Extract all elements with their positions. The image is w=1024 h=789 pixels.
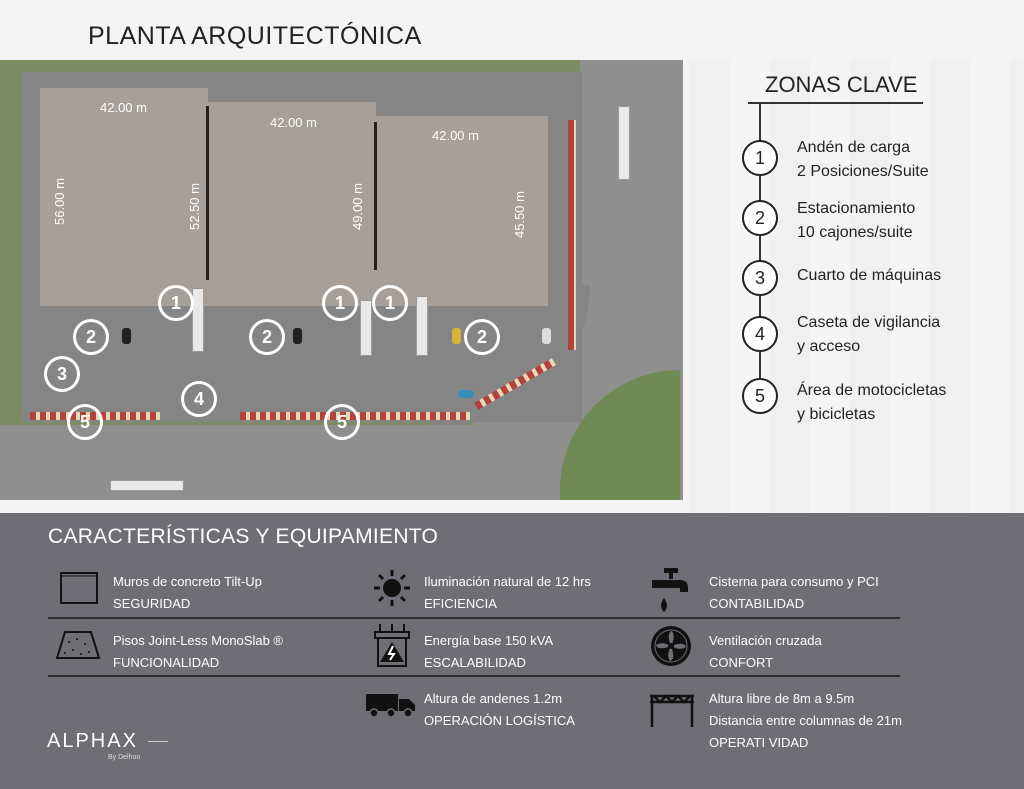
divider xyxy=(48,675,900,677)
divider-wall-2 xyxy=(374,122,377,270)
truck-icon xyxy=(365,692,417,718)
feature-text: Ventilación cruzada xyxy=(709,633,822,648)
car xyxy=(542,328,551,344)
page-title: PLANTA ARQUITECTÓNICA xyxy=(88,22,422,50)
zone-label-4 xyxy=(797,311,940,359)
dimension-height-4: 45.50 m xyxy=(512,191,527,238)
zone-label-line: y bicicletas xyxy=(797,406,876,423)
feature-ventilation xyxy=(709,630,822,674)
truck xyxy=(416,296,428,356)
feature-text: Pisos Joint-Less MonoSlab ® xyxy=(113,633,283,648)
truck xyxy=(360,300,372,356)
zone-marker-2: 2 xyxy=(464,319,500,355)
car xyxy=(458,390,474,398)
features-title: CARACTERÍSTICAS Y EQUIPAMIENTO xyxy=(48,525,439,548)
zone-marker-2: 2 xyxy=(73,319,109,355)
feature-text: Iluminación natural de 12 hrs xyxy=(424,574,591,589)
feature-category: EFICIENCIA xyxy=(424,596,497,611)
zone-number-4: 4 xyxy=(742,316,778,352)
feature-floors xyxy=(113,630,283,674)
dimension-width-1: 42.00 m xyxy=(100,100,147,115)
car xyxy=(122,328,131,344)
zone-marker-1: 1 xyxy=(158,285,194,321)
feature-category: CONTABILIDAD xyxy=(709,596,805,611)
car xyxy=(293,328,302,344)
feature-category: OPERACIÓN LOGÍSTICA xyxy=(424,713,575,728)
zone-label-line: 2 Posiciones/Suite xyxy=(797,163,929,180)
feature-cistern xyxy=(709,571,879,615)
feature-category: OPERATI VIDAD xyxy=(709,735,809,750)
feature-energy xyxy=(424,630,553,674)
feature-category: CONFORT xyxy=(709,655,774,670)
feature-lighting xyxy=(424,571,591,615)
zone-label-5 xyxy=(797,379,946,427)
dimension-height-3: 49.00 m xyxy=(350,183,365,230)
feature-text: Energía base 150 kVA xyxy=(424,633,554,648)
zone-marker-1: 1 xyxy=(322,285,358,321)
zone-label-3 xyxy=(797,264,941,288)
truck xyxy=(192,288,204,352)
dimension-width-3: 42.00 m xyxy=(432,128,479,143)
feature-clear-height xyxy=(709,688,902,754)
feature-category: FUNCIONALIDAD xyxy=(113,655,220,670)
zone-label-line: 10 cajones/suite xyxy=(797,224,913,241)
truck xyxy=(110,480,184,491)
dimension-height-2: 52.50 m xyxy=(187,183,202,230)
zone-marker-4: 4 xyxy=(181,381,217,417)
dimension-width-2: 42.00 m xyxy=(270,115,317,130)
transformer-icon xyxy=(372,622,412,668)
feature-text: Altura libre de 8m a 9.5m xyxy=(709,691,855,706)
feature-text: Altura de andenes 1.2m xyxy=(424,691,563,706)
feature-text: Muros de concreto Tilt-Up xyxy=(113,574,262,589)
zone-label-line: Andén de carga xyxy=(797,139,910,156)
zone-marker-1: 1 xyxy=(372,285,408,321)
zone-marker-3: 3 xyxy=(44,356,80,392)
faucet-icon xyxy=(650,566,692,616)
divider xyxy=(48,617,900,619)
feature-text-2: Distancia entre columnas de 21m xyxy=(709,713,902,728)
zone-number-3: 3 xyxy=(742,260,778,296)
alphax-logo: ALPHAX xyxy=(47,730,138,752)
zones-title-rule xyxy=(748,102,923,104)
zone-label-line: Caseta de vigilancia xyxy=(797,314,941,331)
zone-marker-5: 5 xyxy=(67,404,103,440)
zones-title: ZONAS CLAVE xyxy=(765,72,918,97)
zone-number-5: 5 xyxy=(742,378,778,414)
logo-line xyxy=(148,741,168,742)
feature-dock-height xyxy=(424,688,575,732)
zone-marker-2: 2 xyxy=(249,319,285,355)
car xyxy=(452,328,461,344)
site-plan xyxy=(0,60,683,500)
fan-icon xyxy=(650,625,692,667)
zone-label-line: y acceso xyxy=(797,338,861,355)
zone-label-line: Cuarto de máquinas xyxy=(797,267,942,284)
zone-label-1 xyxy=(797,136,929,184)
feature-category: SEGURIDAD xyxy=(113,596,191,611)
zone-marker-5: 5 xyxy=(324,404,360,440)
feature-text: Cisterna para consumo y PCI xyxy=(709,574,879,589)
zone-label-2 xyxy=(797,197,915,245)
dimension-height-1: 56.00 m xyxy=(52,178,67,225)
divider-wall-1 xyxy=(206,106,209,280)
wall-icon xyxy=(60,570,98,604)
zone-number-2: 2 xyxy=(742,200,778,236)
zone-label-line: Estacionamiento xyxy=(797,200,916,217)
feature-category: ESCALABILIDAD xyxy=(424,655,526,670)
sun-icon xyxy=(372,568,412,608)
flowerbed xyxy=(568,120,576,350)
feature-walls xyxy=(113,571,262,615)
zone-label-line: Área de motocicletas xyxy=(797,382,947,399)
frame-icon xyxy=(648,688,696,728)
truck xyxy=(618,106,630,180)
logo-subtitle: By Delhon xyxy=(108,754,141,761)
zone-number-1: 1 xyxy=(742,140,778,176)
floor-slab-icon xyxy=(55,630,101,660)
